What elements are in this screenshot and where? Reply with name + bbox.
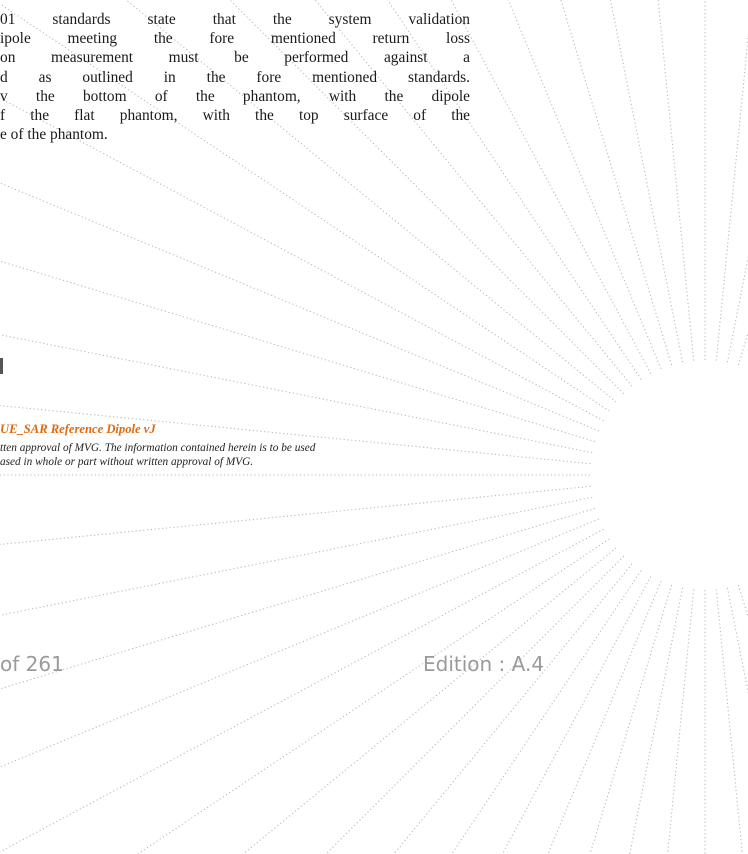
body-line: v the bottom of the phantom, with the dipole <box>0 87 470 105</box>
body-paragraph <box>0 10 470 144</box>
watermark-ray <box>0 529 604 854</box>
watermark-ray <box>0 564 632 854</box>
watermark-ray <box>592 0 693 361</box>
watermark-ray <box>738 0 748 365</box>
watermark-ray <box>481 0 683 362</box>
body-line: d as outlined in the fore mentioned standards. <box>0 68 470 86</box>
watermark-ray <box>727 0 748 362</box>
watermark-ray <box>481 588 683 854</box>
figure-edge-mark <box>0 358 3 374</box>
body-line: on measurement must be performed against a <box>0 49 470 67</box>
confidentiality-notice <box>0 441 315 470</box>
watermark-ray <box>0 141 595 441</box>
body-line: e of the phantom. <box>0 126 108 144</box>
page-count: of 261 <box>0 652 64 676</box>
watermark-ray <box>738 585 748 854</box>
body-line: 01 standards state that the system validation <box>0 11 470 28</box>
watermark-ray <box>727 588 748 854</box>
figure-caption: UE_SAR Reference Dipole vJ <box>0 422 156 436</box>
watermark-ray <box>0 539 609 854</box>
watermark-ray <box>163 576 651 854</box>
body-line: ipole meeting the fore mentioned return loss <box>0 30 470 48</box>
notice-line: ased in whole or part without written approval of MVG. <box>0 456 254 469</box>
watermark-ray <box>0 486 591 587</box>
watermark-ray <box>0 556 624 854</box>
watermark-ray <box>0 548 616 854</box>
watermark-ray <box>66 571 641 854</box>
watermark-ray <box>716 589 748 854</box>
body-line: f the flat phantom, with the top surface of the <box>0 107 470 125</box>
notice-line: tten approval of MVG. The information contained herein is to be used <box>0 442 316 454</box>
watermark-ray <box>265 581 661 854</box>
watermark-ray <box>716 0 748 361</box>
watermark-ray <box>592 589 693 854</box>
edition-label: Edition : A.4 <box>423 652 545 676</box>
